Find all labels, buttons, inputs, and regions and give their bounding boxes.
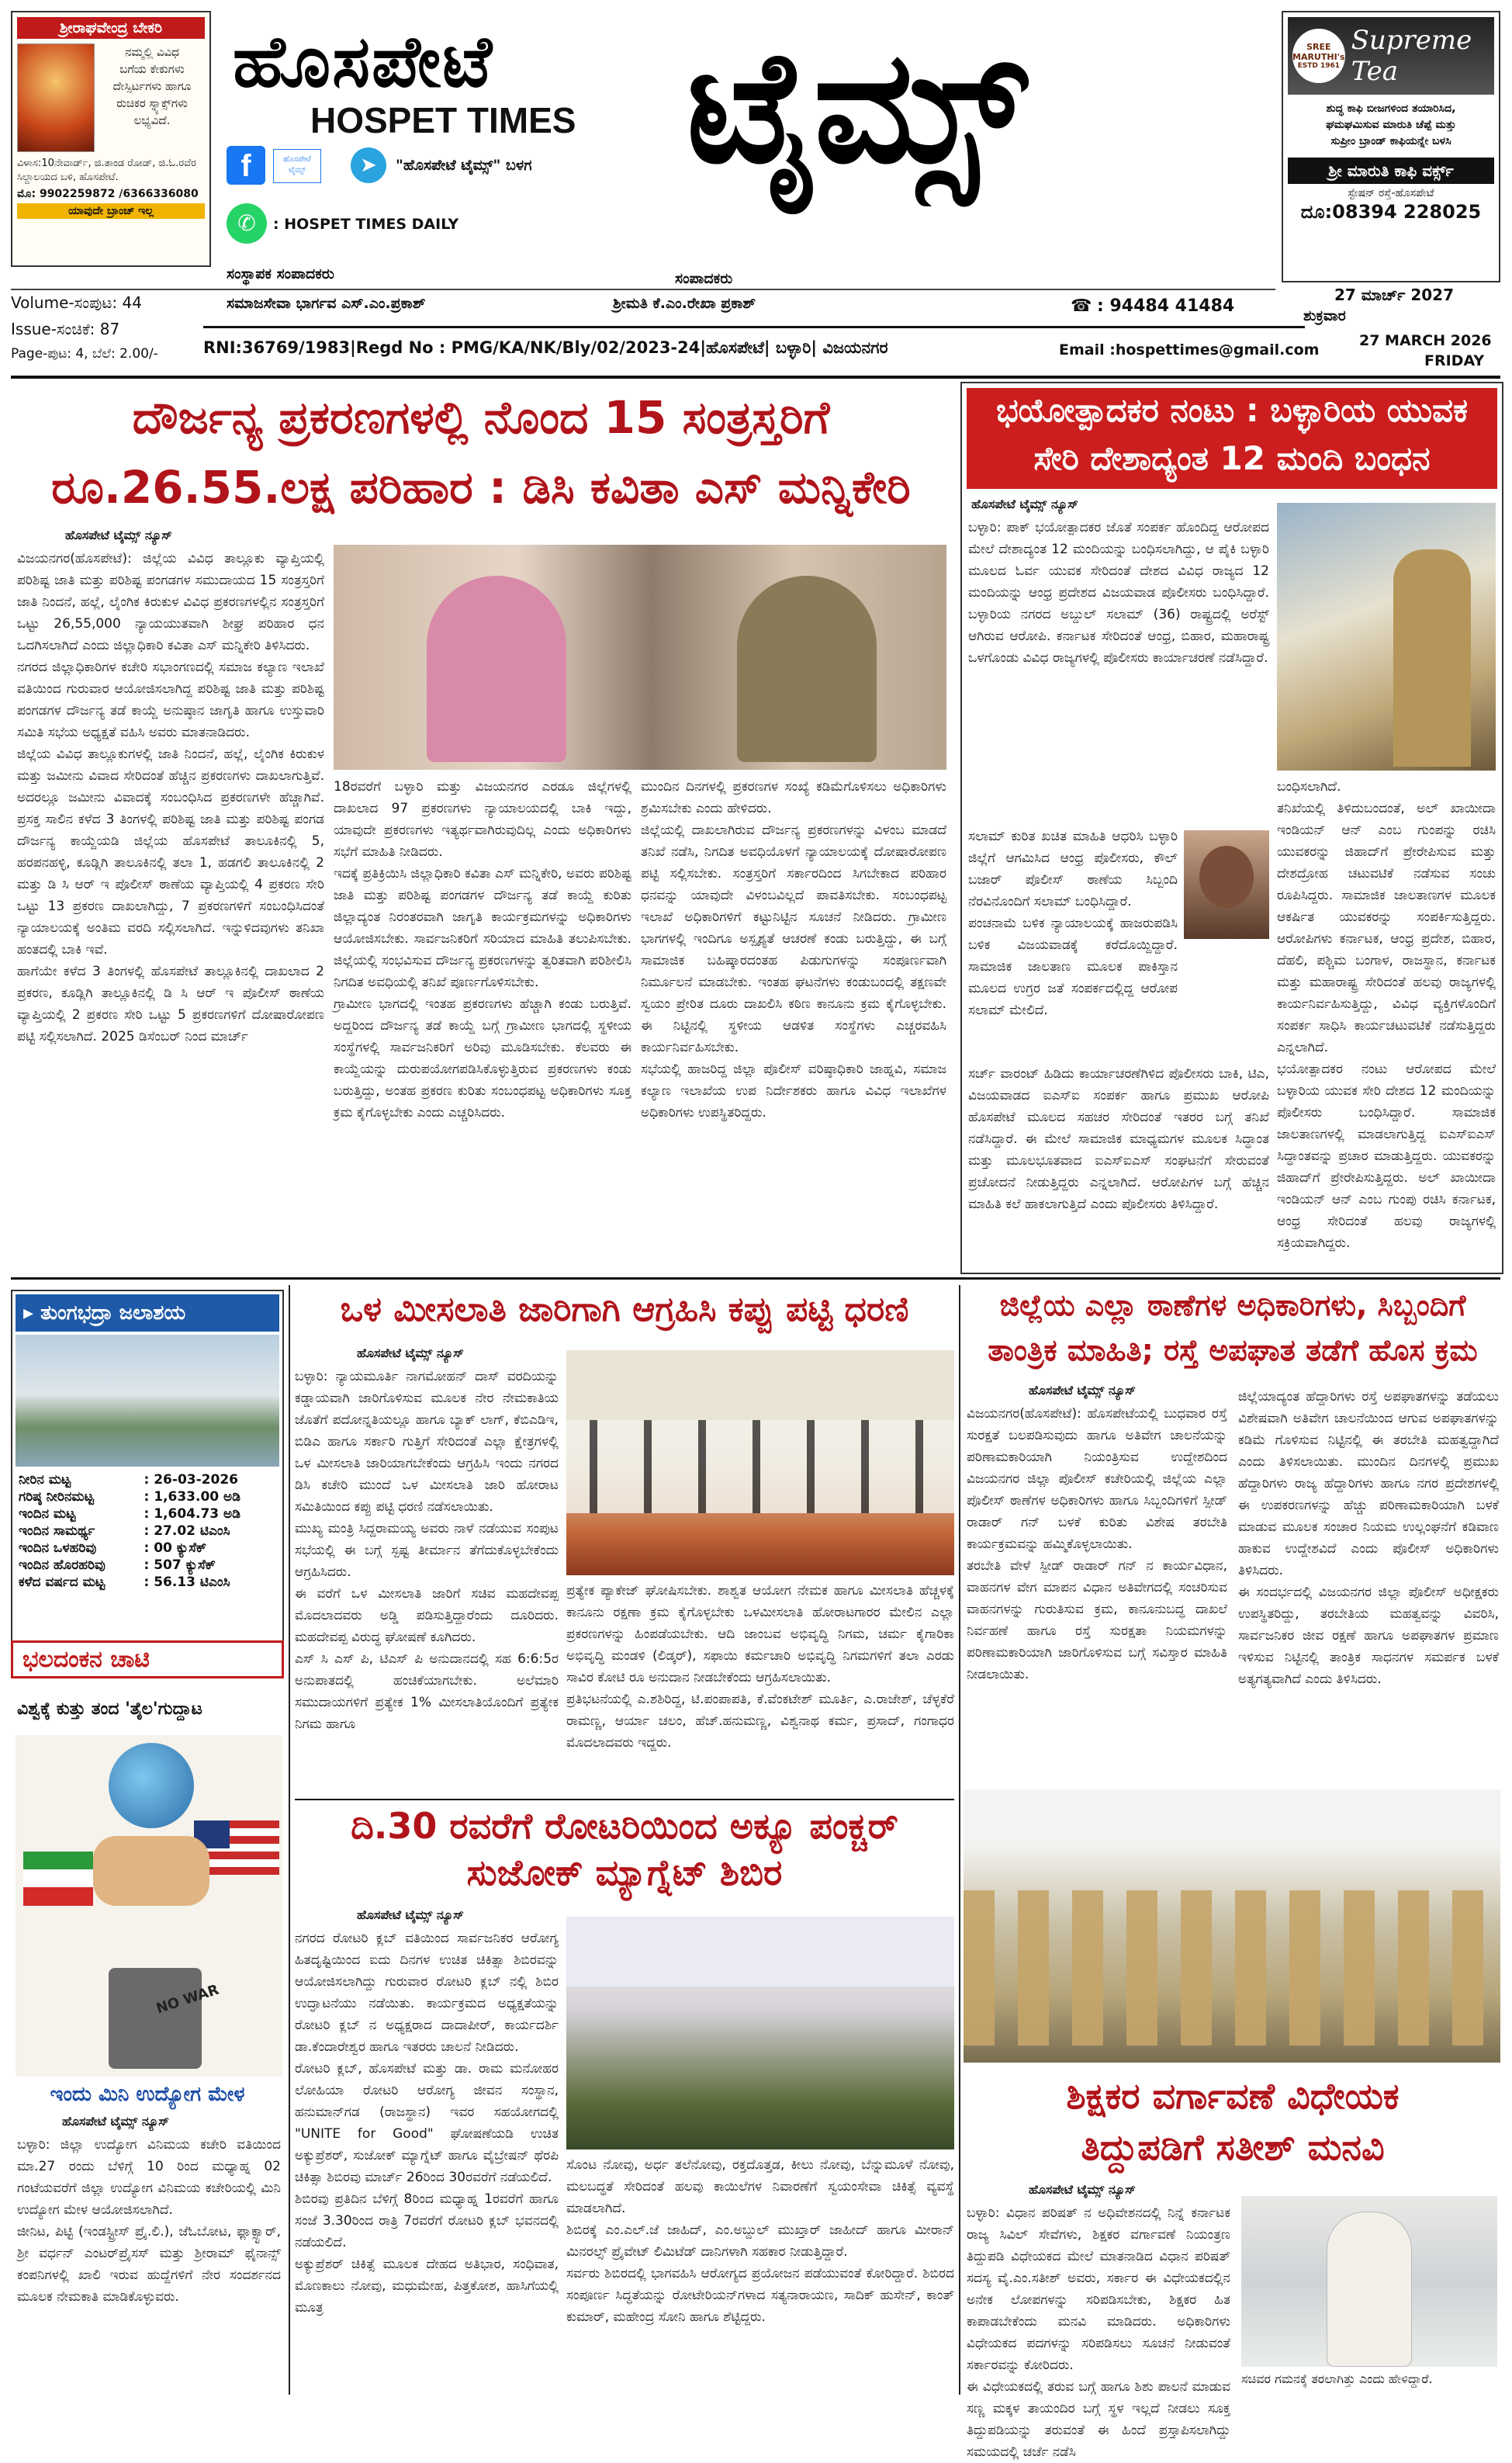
- jobs-headline: ಇಂದು ಮಿನಿ ಉದ್ಯೋಗ ಮೇಳ: [50, 2083, 245, 2106]
- police-photo: [964, 1789, 1500, 2063]
- teacher-photo: [1241, 2196, 1497, 2367]
- ad-left-line: ದೇಸ್ಸಿರ್ಟಗಳು ಹಾಗೂ: [112, 79, 192, 93]
- protest-photo: [566, 1350, 954, 1575]
- ad-left: [11, 11, 211, 267]
- police-column-2: ಜಿಲ್ಲೆಯಾದ್ಯಂತ ಹೆದ್ದಾರಿಗಳು ರಸ್ತೆ ಅಪಘಾತಗಳನ್ನು ತಡೆಯಲು ವಿಶೇಷವಾಗಿ ಅತಿವೇಗ ಚಾಲನೆಯಿಂದ ಆಗುವ ಅಪಘಾತಗಳನ್ನು ಕಡಿಮೆ ಗೊಳಿಸುವ ನಿಟ್ಟಿನಲ್ಲಿ ಈ ತರಬೇತಿ ಮಹತ್ವದ್ದಾಗಿದೆ ಎಂದು ತಿಳಿಸಲಾಯಿತು. ಮುಂದಿನ ದಿನಗಳಲ್ಲಿ ಪ್ರಮುಖ ಹೆದ್ದಾರಿಗಳು ರಾಜ್ಯ ಹೆದ್ದಾರಿಗಳು ಹಾಗೂ ನಗರ ಪ್ರದೇಶಗಳಲ್ಲಿ ಈ ಉಪಕರಣಗಳನ್ನು ಹೆಚ್ಚು ಪರಿಣಾಮಕಾರಿಯಾಗಿ ಬಳಕೆ ಮಾಡುವ ಮೂಲಕ ಸಂಚಾರ ನಿಯಮ ಉಲ್ಲಂಘನೆಗೆ ಕಡಿವಾಣ ಹಾಕುವ ಉದ್ದೇಶವಿದೆ ಎಂದು ಪೊಲೀಸ್ ಅಧಿಕಾರಿಗಳು ತಿಳಿಸಿದರು. ಈ ಸಂದರ್ಭದಲ್ಲಿ ವಿಜಯನಗರ ಜಿಲ್ಲಾ ಪೊಲೀಸ್ ಅಧೀಕ್ಷಕರು ಉಪಸ್ಥಿತರಿದ್ದು, ತರಬೇತಿಯ ಮಹತ್ವವನ್ನು ವಿವರಿಸಿ, ಸಾರ್ವಜನಿಕರ ಜೀವ ರಕ್ಷಣೆ ಹಾಗೂ ಅಪಘಾತಗಳ ಪ್ರಮಾಣ ಇಳಿಸುವ ನಿಟ್ಟಿನಲ್ಲಿ ತಾಂತ್ರಿಕ ಸಾಧನಗಳ ಸಮರ್ಪಕ ಬಳಕೆ ಅತ್ಯಗತ್ಯವಾಗಿದೆ ಎಂದು ತಿಳಿಸಿದರು.: [1238, 1389, 1499, 1687]
- ad-left-photo: [17, 43, 95, 152]
- ad-right-line: ಸುಪ್ರೀಂ ಬ್ರಾಂಡ್ ಕಾಫಿಯನ್ನೇ ಬಳಸಿ: [1330, 135, 1451, 147]
- dam-title-bar: [16, 1294, 279, 1332]
- dam-row-label: ಇಂದಿನ ಹೊರಹರಿವು: [19, 1557, 106, 1573]
- phone-icon: ☎: [1071, 296, 1092, 316]
- story2-byline: ಹೊಸಪೇಟೆ ಟೈಮ್ಸ್ ನ್ಯೂಸ್: [971, 497, 1078, 511]
- volume-info: Volume-ಸಂಪುಟ: 44: [11, 293, 142, 312]
- teacher-headline-1: ಶಿಕ್ಷಕರ ವರ್ಗಾವಣೆ ವಿಧೇಯಕ: [1066, 2075, 1400, 2117]
- founder-title: ಸಂಸ್ಥಾಪಕ ಸಂಪಾದಕರು: [227, 265, 334, 282]
- story2-column-1a: ಬಳ್ಳಾರಿ: ಪಾಕ್ ಭಯೋತ್ಪಾದಕರ ಜೊತೆ ಸಂಪರ್ಕ ಹೊಂದಿದ್ದ ಆರೋಪದ ಮೇಲೆ ದೇಶಾದ್ಯಂತ 12 ಮಂದಿಯನ್ನು ಬಂಧಿಸಲಾಗಿದ್ದು, ಆ ಪೈಕಿ ಬಳ್ಳಾರಿ ಮೂಲದ ಓರ್ವ ಯುವಕ ಸೇರಿದಂತೆ ದೇಶದ ವಿವಿಧ ರಾಜ್ಯದ 12 ಮಂದಿಯನ್ನು ಆಂಧ್ರ ಪ್ರದೇಶದ ವಿಜಯವಾಡ ಪೊಲೀಸರು ಬಂಧಿಸಿದ್ದಾರೆ. ಬಳ್ಳಾರಿಯ ನಗರದ ಅಬ್ದುಲ್ ಸಲಾಮ್ (36) ರಾಷ್ಟ್ರದಲ್ಲಿ ಅರೆಸ್ಟ್ ಆಗಿರುವ ಆರೋಪಿ. ಕರ್ನಾಟಕ ಸೇರಿದಂತೆ ಆಂಧ್ರ, ಬಿಹಾರ, ಮಹಾರಾಷ್ಟ್ರ ಒಳಗೊಂಡು ವಿವಿಧ ರಾಜ್ಯಗಳಲ್ಲಿ ಪೊಲೀಸರು ಕಾರ್ಯಾಚರಣೆ ನಡೆಸಿದ್ದಾರೆ.: [968, 520, 1269, 666]
- police-headline-1: ಜಿಲ್ಲೆಯ ಎಲ್ಲಾ ಠಾಣೆಗಳ ಅಧಿಕಾರಿಗಳು, ಸಿಬ್ಬಂದಿಗೆ: [999, 1288, 1466, 1322]
- no-war-sign: NO WAR: [154, 1981, 221, 2018]
- story2-column-2: ಬಂಧಿಸಲಾಗಿದೆ. ತನಿಖೆಯಲ್ಲಿ ತಿಳಿದುಬಂದಂತೆ, ಅಲ್ ಖಾಯೀದಾ ಇಂಡಿಯನ್ ಆನ್ ಎಂಬ ಗುಂಪನ್ನು ರಚಿಸಿ ಯುವಕರನ್ನು ಜಿಹಾದ್‌ಗೆ ಪ್ರೇರೇಪಿಸುವ ಮತ್ತು ದೇಶದ್ರೋಹ ಚಟುವಟಿಕೆ ನಡೆಸುವ ಸಂಚು ರೂಪಿಸಿದ್ದರು. ಸಾಮಾಜಿಕ ಜಾಲತಾಣಗಳ ಮೂಲಕ ಆಕರ್ಷಿತ ಯುವಕರನ್ನು ಸಂಪರ್ಕಿಸುತ್ತಿದ್ದರು. ಆರೋಪಿಗಳು ಕರ್ನಾಟಕ, ಆಂಧ್ರ ಪ್ರದೇಶ, ಬಿಹಾರ, ದೆಹಲಿ, ಪಶ್ಚಿಮ ಬಂಗಾಳ, ರಾಜಸ್ಥಾನ, ಕರ್ನಾಟಕ ಮತ್ತು ಮಹಾರಾಷ್ಟ್ರ ಸೇರಿದಂತೆ ಹಲವು ರಾಜ್ಯಗಳಲ್ಲಿ ಕಾರ್ಯನಿರ್ವಹಿಸುತ್ತಿದ್ದು, ವಿವಿಧ ವ್ಯಕ್ತಿಗಳೊಂದಿಗೆ ಸಂಪರ್ಕ ಸಾಧಿಸಿ ಕಾರ್ಯಚಟುವಟಿಕೆ ನಡೆಸುತ್ತಿದ್ದರು ಎನ್ನಲಾಗಿದೆ. ಭಯೋತ್ಪಾದಕರ ನಂಟು ಆರೋಪದ ಮೇಲೆ ಬಳ್ಳಾರಿಯ ಯುವಕ ಸೇರಿ ದೇಶದ 12 ಮಂದಿಯನ್ನು ಪೊಲೀಸರು ಬಂಧಿಸಿದ್ದಾರೆ. ಸಾಮಾಜಿಕ ಜಾಲತಾಣಗಳಲ್ಲಿ ಮಾಡಲಾಗುತ್ತಿದ್ದ ಐಎಸ್ಐಎಸ್ ಸಿದ್ಧಾಂತವನ್ನು ಪ್ರಚಾರ ಮಾಡುತ್ತಿದ್ದರು. ಯುವಕರನ್ನು ಜಿಹಾದ್‌ಗೆ ಪ್ರೇರೇಪಿಸುತ್ತಿದ್ದರು. ಅಲ್ ಖಾಯೀದಾ ಇಂಡಿಯನ್ ಆನ್ ಎಂಬ ಗುಂಪು ರಚಿಸಿ ಕರ್ನಾಟಕ, ಆಂಧ್ರ ಸೇರಿದಂತೆ ಹಲವು ರಾಜ್ಯಗಳಲ್ಲಿ ಸಕ್ರಿಯವಾಗಿದ್ದರು.: [1277, 779, 1496, 1251]
- ad-left-address: ವಿಳಾಸ:10ನೇವಾರ್ಡ್, ಜಿ.ತಾಂಡ ರೋಡ್, ಜಿ.ಓ.ರವೆರ ಸಿಲ್ದಾಲಯದ ಬಳಿ, ಹೊಸಪೇಟೆ.: [17, 158, 196, 183]
- dam-row: [16, 1505, 279, 1522]
- teacher-photo-caption: ಸಚಿವರ ಗಮನಕ್ಕೆ ತರಲಾಗಿತ್ತು ಎಂದು ಹೇಳಿದ್ದಾರೆ.: [1241, 2371, 1433, 2386]
- jobs-text: ಬಳ್ಳಾರಿ: ಜಿಲ್ಲಾ ಉದ್ಯೋಗ ವಿನಿಮಯ ಕಚೇರಿ ವತಿಯಿಂದ ಮಾ.27 ರಂದು ಬೆಳಿಗ್ಗೆ 10 ರಿಂದ ಮಧ್ಯಾಹ್ನ 02 ಗಂಟೆಯವರೆಗೆ ಜಿಲ್ಲಾ ಉದ್ಯೋಗ ವಿನಿಮಯ ಕಚೇರಿಯಲ್ಲಿ ಮಿನಿ ಉದ್ಯೋಗ ಮೇಳ ಆಯೋಜಿಸಲಾಗಿದೆ. ಜೀನಿಟ, ಪಿಟ್ಟಿ (ಇಂಡಸ್ಟ್ರೀಸ್ ಪ್ರೈ.ಲಿ.), ಜೆಓಬೋಟ, ಫ್ಲಾಕ್ಸ್ಟಾರ್, ಶ್ರೀ ವರ್ಧನ್ ಎಂಟರ್‌ಪ್ರೈಸಸ್ ಮತ್ತು ಶ್ರೀರಾಮ್ ಫೈನಾನ್ಸ್ ಕಂಪನಿಗಳಲ್ಲಿ ಖಾಲಿ ಇರುವ ಹುದ್ದೆಗಳಿಗೆ ನೇರ ಸಂದರ್ಶನದ ಮೂಲಕ ನೇಮಕಾತಿ ಮಾಡಿಕೊಳ್ಳುವರು.: [17, 2137, 281, 2305]
- story2-column-1c: ಸರ್ಚ್ ವಾರಂಟ್ ಹಿಡಿದು ಕಾರ್ಯಾಚರಣೆಗಿಳಿದ ಪೊಲೀಸರು ಬಾಕಿ, ಟಿಎ, ವಿಜಯವಾಡದ ಐಎಸ್ಐ ಸಂಪರ್ಕ ಹಾಗೂ ಪ್ರಮುಖ ಆರೋಪಿ ಹೊಸಪೇಟೆ ಮೂಲದ ಸಹಚರ ಸೇರಿದಂತೆ ಇತರರ ಬಗ್ಗೆ ತನಿಖೆ ನಡೆಸಿದ್ದಾರೆ. ಈ ಮೇಲೆ ಸಾಮಾಜಿಕ ಮಾಧ್ಯಮಗಳ ಮೂಲಕ ಸಿದ್ಧಾಂತ ಮತ್ತು ಮೂಲಭೂತವಾದ ಐಎಸ್ಐಎಸ್ ಸಂಘಟನೆಗೆ ಸೇರುವಂತೆ ಪ್ರಚೋದನೆ ನೀಡುತ್ತಿದ್ದರು ಎನ್ನಲಾಗಿದೆ. ಆರೋಪಿಗಳ ಬಗ್ಗೆ ಹೆಚ್ಚಿನ ಮಾಹಿತಿ ಕಲೆ ಹಾಕಲಾಗುತ್ತಿದೆ ಎಂದು ಪೊಲೀಸರು ತಿಳಿಸಿದ್ದಾರೆ.: [968, 1066, 1269, 1212]
- dam-row: [16, 1488, 279, 1505]
- masthead-rule: [203, 326, 1305, 328]
- teacher-text: ಬಳ್ಳಾರಿ: ವಿಧಾನ ಪರಿಷತ್ ನ ಅಧಿವೇಶನದಲ್ಲಿ ನಿನ್ನೆ ಕರ್ನಾಟಕ ರಾಜ್ಯ ಸಿವಿಲ್ ಸೇವೆಗಳು, ಶಿಕ್ಷಕರ ವರ್ಗಾವಣೆ ನಿಯಂತ್ರಣ ತಿದ್ದುಪಡಿ ವಿಧೇಯಕದ ಮೇಲೆ ಮಾತನಾಡಿದ ವಿಧಾನ ಪರಿಷತ್ ಸದಸ್ಯ ವೈ.ಎಂ.ಸತೀಶ್ ಅವರು, ಸರ್ಕಾರ ಈ ವಿಧೇಯಕದಲ್ಲಿನ ಅನೇಕ ಲೋಪಗಳನ್ನು ಸರಿಪಡಿಸಬೇಕು, ಶಿಕ್ಷಕರ ಹಿತ ಕಾಪಾಡಬೇಕೆಂದು ಮನವಿ ಮಾಡಿದರು. ಅಧಿಕಾರಿಗಳು ವಿಧೇಯಕದ ಪದಗಳನ್ನು ಸರಿಪಡಿಸಲು ಸೂಚನೆ ನೀಡುವಂತೆ ಸರ್ಕಾರವನ್ನು ಕೋರಿದರು. ಈ ವಿಧೇಯಕದಲ್ಲಿ ತರುವ ಬಗ್ಗೆ ಹಾಗೂ ಶಿಶು ಪಾಲನೆ ಮಾಡುವ ಸಣ್ಣ ಮಕ್ಕಳ ತಾಯಂದಿರ ಬಗ್ಗೆ ಸ್ಥಳ ಇಲ್ಲದೆ ನೀಡಲು ಸೂಕ್ತ ತಿದ್ದುಪಡಿಯನ್ನು ತರುವಂತೆ ಈ ಹಿಂದೆ ಪ್ರಸ್ತಾಪಿಸಲಾಗಿದ್ದು ಸಮಯದಲ್ಲಿ ಚರ್ಚೆ ನಡೆಸಿ: [967, 2205, 1230, 2460]
- story1-byline: ಹೊಸಪೇಟೆ ಟೈಮ್ಸ್ ನ್ಯೂಸ್: [65, 528, 172, 542]
- ad-right: [1282, 11, 1500, 282]
- dam-row: [16, 1557, 279, 1574]
- ad-right-address: ಸ್ಟೇಷನ್ ರಸ್ತೆ-ಹೊಸಪೇಟೆ: [1348, 187, 1434, 199]
- dam-row-label: ಕಳೆದ ವರ್ಷದ ಮಟ್ಟ: [19, 1574, 106, 1590]
- phone-number: : 94484 41484: [1097, 296, 1235, 316]
- rotary-headline-1: ದಿ.30 ರವರೆಗೆ ರೋಟರಿಯಿಂದ ಅಕ್ಯೂ ಪಂಕ್ಚರ್: [351, 1805, 898, 1847]
- dam-row-value: : 1,633.00 ಅಡಿ: [144, 1489, 240, 1505]
- dam-row-value: : 26-03-2026: [144, 1472, 238, 1488]
- person-icon: [427, 576, 566, 762]
- editor-title: ಸಂಪಾದಕರು: [675, 270, 733, 287]
- ad-left-line: ರುಚಿಕರ ಸ್ನ್ಯಾಕ್ಸ್‌ಗಳು ಲಭ್ಯವಿದೆ.: [116, 96, 188, 127]
- handshake-icon: [93, 1836, 209, 1906]
- cartoon-title: ಭಲದಂಕನ ಚಾಟಿ: [11, 1640, 284, 1678]
- dam-row-label: ಇಂದಿನ ಮಟ್ಟ: [19, 1506, 76, 1522]
- issue-info: Issue-ಸಂಚಿಕೆ: 87: [11, 320, 120, 338]
- crowd-shape: [566, 1420, 954, 1513]
- rotary-headline-2: ಸುಜೋಕ್ ಮ್ಯಾಗ್ನೆಟ್ ಶಿಬಿರ: [466, 1852, 783, 1893]
- globe-icon: [109, 1743, 194, 1828]
- dam-row-value: : 1,604.73 ಅಡಿ: [144, 1506, 240, 1522]
- dam-row-value: : 507 ಕ್ಯುಸೆಕ್: [144, 1557, 216, 1573]
- rotary-photo: [566, 1917, 954, 2149]
- story1-column-2: 18ರವರೆಗೆ ಬಳ್ಳಾರಿ ಮತ್ತು ವಿಜಯನಗರ ಎರಡೂ ಜಿಲ್ಲೆಗಳಲ್ಲಿ ದಾಖಲಾದ 97 ಪ್ರಕರಣಗಳು ನ್ಯಾಯಾಲಯದಲ್ಲಿ ಬಾಕಿ ಇದ್ದು, ಯಾವುದೇ ಪ್ರಕರಣಗಳು ಇತ್ಯರ್ಥವಾಗಿರುವುದಿಲ್ಲ ಎಂದು ಅಧಿಕಾರಿಗಳು ಸಭೆಗೆ ಮಾಹಿತಿ ನೀಡಿದರು. ಇದಕ್ಕೆ ಪ್ರತಿಕ್ರಿಯಿಸಿ ಜಿಲ್ಲಾಧಿಕಾರಿ ಕವಿತಾ ಎಸ್ ಮನ್ನಿಕೇರಿ, ಅವರು ಪರಿಶಿಷ್ಟ ಜಾತಿ ಮತ್ತು ಪರಿಶಿಷ್ಟ ಪಂಗಡಗಳ ದೌರ್ಜನ್ಯ ತಡೆ ಕಾಯ್ದೆ ಕುರಿತು ಜಿಲ್ಲಾದ್ಯಂತ ನಿರಂತರವಾಗಿ ಜಾಗೃತಿ ಕಾರ್ಯಕ್ರಮಗಳನ್ನು ಅಧಿಕಾರಿಗಳು ಆಯೋಜಿಸಬೇಕು. ಸಾರ್ವಜನಿಕರಿಗೆ ಸರಿಯಾದ ಮಾಹಿತಿ ತಲುಪಿಸಬೇಕು. ಜಿಲ್ಲೆಯಲ್ಲಿ ಸಂಭವಿಸುವ ದೌರ್ಜನ್ಯ ಪ್ರಕರಣಗಳನ್ನು ತ್ವರಿತವಾಗಿ ಪರಿಶೀಲಿಸಿ ನಿಗದಿತ ಅವಧಿಯಲ್ಲಿ ತನಿಖೆ ಪೂರ್ಣಗೊಳಿಸಬೇಕು. ಗ್ರಾಮೀಣ ಭಾಗದಲ್ಲಿ ಇಂತಹ ಪ್ರಕರಣಗಳು ಹೆಚ್ಚಾಗಿ ಕಂಡು ಬರುತ್ತಿವೆ. ಅದ್ದರಿಂದ ದೌರ್ಜನ್ಯ ತಡೆ ಕಾಯ್ದೆ ಬಗ್ಗೆ ಗ್ರಾಮೀಣ ಭಾಗದಲ್ಲಿ ಸ್ಥಳೀಯ ಸಂಸ್ಥೆಗಳಲ್ಲಿ ಸಾರ್ವಜನಿಕರಿಗೆ ಅರಿವು ಮೂಡಿಸಬೇಕು. ಕೆಲವರು ಈ ಕಾಯ್ದೆಯನ್ನು ದುರುಪಯೋಗಪಡಿಸಿಕೊಳ್ಳುತ್ತಿರುವ ಪ್ರಕರಣಗಳು ಕಂಡು ಬರುತ್ತಿದ್ದು, ಅಂತಹ ಪ್ರಕರಣ ಕುರಿತು ಸಂಬಂಧಪಟ್ಟ ಅಧಿಕಾರಿಗಳು ಸೂಕ್ತ ಕ್ರಮ ಕೈಗೊಳ್ಳಬೇಕು ಎಂದು ಎಚ್ಚರಿಸಿದರು.: [334, 779, 631, 1121]
- dam-row: [16, 1522, 279, 1540]
- column-rule: [959, 1285, 960, 2395]
- ad-left-line: ನಮ್ಮಲ್ಲಿ ವಿವಿಧ: [125, 45, 179, 59]
- cartoon-caption: ವಿಶ್ವಕ್ಕೆ ಕುತ್ತು ತಂದ 'ತೈಲ'ಗುದ್ದಾಟ: [17, 1699, 202, 1719]
- whatsapp-label: : HOSPET TIMES DAILY: [273, 216, 459, 233]
- story2-police-photo: [1277, 503, 1496, 771]
- banner-shape: [566, 1917, 954, 1987]
- editor-name: ಶ್ರೀಮತಿ ಕೆ.ಎಂ.ರೇಖಾ ಪ್ರಕಾಶ್: [613, 295, 756, 312]
- person-icon: [737, 576, 877, 762]
- ad-right-phone: ದೂ:08394 228025: [1300, 201, 1482, 223]
- dam-photo: [16, 1335, 279, 1467]
- ad-right-brand: SREE MARUTHI's: [1292, 42, 1345, 62]
- story1-column-1: ವಿಜಯನಗರ(ಹೊಸಪೇಟೆ): ಜಿಲ್ಲೆಯ ವಿವಿಧ ತಾಲ್ಲೂಕು ವ್ಯಾಪ್ತಿಯಲ್ಲಿ ಪರಿಶಿಷ್ಟ ಜಾತಿ ಮತ್ತು ಪರಿಶಿಷ್ಟ ಪಂಗಡಗಳ ಸಮುದಾಯದ 15 ಸಂತ್ರಸ್ತರಿಗೆ ಜಾತಿ ನಿಂದನೆ, ಹಲ್ಲೆ, ಲೈಂಗಿಕ ಕಿರುಕುಳ ವಿವಿಧ ಪ್ರಕರಣಗಳಲ್ಲಿನ ಸಂತ್ರಸ್ತರಿಗೆ ಒಟ್ಟು 26,55,000 ನ್ಯಾಯಯುತವಾಗಿ ಶೀಘ್ರ ಪರಿಹಾರ ಧನ ಒದಗಿಸಲಾಗಿದೆ ಎಂದು ಜಿಲ್ಲಾಧಿಕಾರಿ ಕವಿತಾ ಎಸ್ ಮನ್ನಿಕೇರಿ ತಿಳಿಸಿದರು. ನಗರದ ಜಿಲ್ಲಾಧಿಕಾರಿಗಳ ಕಚೇರಿ ಸಭಾಂಗಣದಲ್ಲಿ ಸಮಾಜ ಕಲ್ಯಾಣ ಇಲಾಖೆ ವತಿಯಿಂದ ಗುರುವಾರ ಆಯೋಜಿಸಲಾಗಿದ್ದ ಪರಿಶಿಷ್ಟ ಜಾತಿ ಮತ್ತು ಪರಿಶಿಷ್ಟ ಪಂಗಡಗಳ ದೌರ್ಜನ್ಯ ತಡೆ ಕಾಯ್ದೆ ಅನುಷ್ಠಾನ ಜಾಗೃತಿ ಹಾಗೂ ಉಸ್ತುವಾರಿ ಸಮಿತಿ ಸಭೆಯ ಅಧ್ಯಕ್ಷತೆ ವಹಿಸಿ ಅವರು ಮಾತನಾಡಿದರು. ಜಿಲ್ಲೆಯ ವಿವಿಧ ತಾಲ್ಲೂಕುಗಳಲ್ಲಿ ಜಾತಿ ನಿಂದನೆ, ಹಲ್ಲೆ, ಲೈಂಗಿಕ ಕಿರುಕುಳ ಮತ್ತು ಜಮೀನು ವಿವಾದ ಸೇರಿದಂತೆ ಹೆಚ್ಚಿನ ಪ್ರಕರಣಗಳು ದಾಖಲಾಗುತ್ತಿವೆ. ಅದರಲ್ಲೂ ಜಮೀನು ವಿವಾದಕ್ಕೆ ಸಂಬಂಧಿಸಿದ ಪ್ರಕರಣಗಳೇ ಹೆಚ್ಚಾಗಿವೆ. ಪ್ರಸಕ್ತ ಸಾಲಿನ ಕಳೆದ 3 ತಿಂಗಳಲ್ಲಿ ಪರಿಶಿಷ್ಟ ಜಾತಿ ಮತ್ತು ಪರಿಶಿಷ್ಟ ಪಂಗಡ ದೌರ್ಜನ್ಯ ಕಾಯ್ದೆಯಡಿ ಜಿಲ್ಲೆಯ ಹೊಸಪೇಟೆ ತಾಲೂಕಿನಲ್ಲಿ 5, ಹರಪನಹಳ್ಳಿ, ಕೂಡ್ಲಿಗಿ ತಾಲೂಕಿನಲ್ಲಿ ತಲಾ 1, ಹಡಗಲಿ ತಾಲೂಕಿನಲ್ಲಿ 2 ಮತ್ತು ಡಿ ಸಿ ಆರ್ ಇ ಪೊಲೀಸ್ ಠಾಣೆಯ ವ್ಯಾಪ್ತಿಯಲ್ಲಿ 4 ಪ್ರಕರಣ ಸೇರಿ ಒಟ್ಟು 13 ಪ್ರಕರಣ ದಾಖಲಾಗಿದ್ದು, 7 ಪ್ರಕರಣಗಳಿಗೆ ಸಂಬಂಧಿಸಿದಂತೆ ನ್ಯಾಯಾಲಯಕ್ಕೆ ಅಂತಿಮ ವರದಿ ಸಲ್ಲಿಸಲಾಗಿದೆ. ಇನ್ನುಳಿದವುಗಳು ತನಿಖಾ ಹಂತದಲ್ಲಿ ಬಾಕಿ ಇವೆ. ಹಾಗೆಯೇ ಕಳೆದ 3 ತಿಂಗಳಲ್ಲಿ ಹೊಸಪೇಟೆ ತಾಲ್ಲೂಕಿನಲ್ಲಿ ದಾಖಲಾದ 2 ಪ್ರಕರಣ, ಕೂಡ್ಲಿಗಿ ತಾಲ್ಲೂಕಿನಲ್ಲಿ ಡಿ ಸಿ ಆರ್ ಇ ಪೊಲೀಸ್ ಠಾಣೆಯ ವ್ಯಾಪ್ತಿಯಲ್ಲಿ 2 ಪ್ರಕರಣ ಸೇರಿ ಒಟ್ಟು 5 ಪ್ರಕರಣಗಳಿಗೆ ದೋಷಾರೋಪಣ ಪಟ್ಟಿ ಸಲ್ಲಿಸಲಾಗಿದೆ. 2025 ಡಿಸೆಂಬರ್ ನಿಂದ ಮಾರ್ಚ್: [17, 551, 324, 1044]
- dam-row: [16, 1471, 279, 1488]
- protest-byline: ಹೊಸಪೇಟೆ ಟೈಮ್ಸ್ ನ್ಯೂಸ್: [357, 1346, 464, 1360]
- founder-name: ಸಮಾಜಸೇವಾ ಭಾರ್ಗವ ಎಸ್.ಎಂ.ಪ್ರಕಾಶ್: [227, 295, 426, 312]
- story2-column-1b: ಸಲಾಮ್ ಕುರಿತ ಖಚಿತ ಮಾಹಿತಿ ಆಧರಿಸಿ ಬಳ್ಳಾರಿ ಜಿಲ್ಲೆಗೆ ಆಗಮಿಸಿದ ಆಂಧ್ರ ಪೊಲೀಸರು, ಕೌಲ್ ಬಜಾರ್ ಪೊಲೀಸ್ ಠಾಣೆಯ ಸಿಬ್ಬಂದಿ ನೆರವಿನೊಂದಿಗೆ ಸಲಾಮ್ ಬಂಧಿಸಿದ್ದಾರೆ. ಪಂಚನಾಮೆ ಬಳಿಕ ನ್ಯಾಯಾಲಯಕ್ಕೆ ಹಾಜರುಪಡಿಸಿ ಬಳಿಕ ವಿಜಯವಾಡಕ್ಕೆ ಕರೆದೊಯ್ದಿದ್ದಾರೆ. ಸಾಮಾಜಿಕ ಜಾಲತಾಣ ಮೂಲಕ ಪಾಕಿಸ್ತಾನ ಮೂಲದ ಉಗ್ರರ ಜತೆ ಸಂಪರ್ಕದಲ್ಲಿದ್ದ ಆರೋಪ ಸಲಾಮ್ ಮೇಲಿದೆ.: [968, 829, 1178, 1018]
- iran-flag-icon: [23, 1852, 93, 1906]
- section-rule: [295, 1799, 954, 1800]
- day-kannada: ಶುಕ್ರವಾರ: [1303, 307, 1346, 324]
- dam-row: [16, 1540, 279, 1557]
- facebook-icon[interactable]: f: [227, 146, 265, 185]
- person-icon: [1327, 2212, 1412, 2367]
- face-icon: [1199, 846, 1254, 908]
- ad-right-line: ಶುದ್ಧ ಕಾಫಿ ಬೀಜಗಳಿಂದ ತಯಾರಿಸಿದ,: [1326, 102, 1456, 115]
- protest-column-1: ಬಳ್ಳಾರಿ: ನ್ಯಾಯಮೂರ್ತಿ ನಾಗಮೋಹನ್ ದಾಸ್ ವರದಿಯನ್ನು ಕಡ್ಡಾಯವಾಗಿ ಜಾರಿಗೊಳಿಸುವ ಮೂಲಕ ನೇರ ನೇಮಕಾತಿಯ ಜೊತೆಗೆ ಪದೋನ್ನತಿಯಲ್ಲೂ ಹಾಗೂ ಬ್ಯಾಕ್ ಲಾಗ್, ಕೆಬಿಎಡಿಇ, ಬಿಡಿಎ ಹಾಗೂ ಸರ್ಕಾರಿ ಗುತ್ತಿಗೆ ಸೇರಿದಂತೆ ಎಲ್ಲಾ ಕ್ಷೇತ್ರಗಳಲ್ಲಿ ಒಳ ಮೀಸಲಾತಿ ಜಾರಿಯಾಗಬೇಕೆಂದು ಆಗ್ರಹಿಸಿ ಇಂದು ನಗರದ ಡಿಸಿ ಕಚೇರಿ ಮುಂದೆ ಒಳ ಮೀಸಲಾತಿ ಜಾರಿ ಹೋರಾಟ ಸಮಿತಿಯಿಂದ ಕಪ್ಪು ಪಟ್ಟಿ ಧರಣಿ ನಡೆಸಲಾಯಿತು. ಮುಖ್ಯ ಮಂತ್ರಿ ಸಿದ್ದರಾಮಯ್ಯ ಅವರು ನಾಳೆ ನಡೆಯುವ ಸಂಪುಟ ಸಭೆಯಲ್ಲಿ ಈ ಬಗ್ಗೆ ಸ್ಪಷ್ಟ ತೀರ್ಮಾನ ತೆಗೆದುಕೊಳ್ಳಬೇಕೆಂದು ಆಗ್ರಹಿಸಿದರು. ಈ ವರೆಗೆ ಒಳ ಮೀಸಲಾತಿ ಜಾರಿಗೆ ಸಚಿವ ಮಹದೇವಪ್ಪ ಮೊದಲಾದವರು ಅಡ್ಡಿ ಪಡಿಸುತ್ತಿದ್ದಾರೆಂದು ದೂರಿದರು. ಮಹದೇವಪ್ಪ ವಿರುದ್ಧ ಘೋಷಣೆ ಕೂಗಿದರು. ಎಸ್ ಸಿ ಎಸ್ ಪಿ, ಟಿಎಸ್ ಪಿ ಅನುದಾನದಲ್ಲಿ ಸಹ 6:6:5ರ ಅನುಪಾತದಲ್ಲಿ ಹಂಚಿಕೆಯಾಗಬೇಕು. ಅಲೆಮಾರಿ ಸಮುದಾಯಗಳಿಗೆ ಪ್ರತ್ಯೇಕ 1% ಮೀಸಲಾತಿಯೊಂದಿಗೆ ಪ್ರತ್ಯೇಕ ನಿಗಮ ಹಾಗೂ: [295, 1369, 559, 1732]
- protest-headline: ಒಳ ಮೀಸಲಾತಿ ಜಾರಿಗಾಗಿ ಆಗ್ರಹಿಸಿ ಕಪ್ಪು ಪಟ್ಟಿ ಧರಣಿ: [340, 1290, 909, 1329]
- title-english: HOSPET TIMES: [310, 100, 576, 140]
- story2-headline-2: ಸೇರಿ ದೇಶಾದ್ಯಂತ 12 ಮಂದಿ ಬಂಧನ: [1033, 439, 1431, 477]
- column-rule: [289, 1285, 290, 2395]
- ad-left-phone: ಮೊ: 9902259872 /6366336080: [17, 188, 199, 200]
- rotary-column-2: ಸೊಂಟ ನೋವು, ಅರ್ಧ ತಲೆನೋವು, ರಕ್ತದೊತ್ತಡ, ಕೀಲು ನೋವು, ಬೆನ್ನುಮೂಳೆ ನೋವು, ಮಲಬದ್ಧತೆ ಸೇರಿದಂತೆ ಹಲವು ಕಾಯಿಲೆಗಳ ನಿವಾರಣೆಗೆ ಸ್ವಯಂಸೇವಾ ಚಿಕಿತ್ಸೆ ವ್ಯವಸ್ಥೆ ಮಾಡಲಾಗಿದೆ. ಶಿಬಿರಕ್ಕೆ ಎಂ.ಎಲ್.ಜೆ ಜಾಹಿದ್, ಎಂ.ಅಬ್ದುಲ್ ಮುಖ್ತಾರ್ ಜಾಹೀದ್ ಹಾಗೂ ಮೀರಾನ್ ಮಿನರಲ್ಸ್ ಪ್ರೈವೇಟ್ ಲಿಮಿಟೆಡ್ ದಾನಿಗಳಾಗಿ ಸಹಕಾರ ನೀಡುತ್ತಿದ್ದಾರೆ. ಸರ್ವರು ಶಿಬಿರದಲ್ಲಿ ಭಾಗವಹಿಸಿ ಆರೋಗ್ಯದ ಪ್ರಯೋಜನ ಪಡೆಯುವಂತೆ ಕೋರಿದ್ದಾರೆ. ಶಿಬಿರದ ಸಂಪೂರ್ಣ ಸಿದ್ಧತೆಯನ್ನು ರೋಟೇರಿಯನ್‌ಗಳಾದ ಸತ್ಯನಾರಾಯಣ, ಸಾದಿಕ್ ಹುಸೇನ್, ಕಾಂತ್ ಕುಮಾರ್, ಮಹೇಂದ್ರ ಸೋನಿ ಹಾಗೂ ಶೆಟ್ಟಿದ್ದರು.: [566, 2157, 954, 2325]
- ad-right-est: ESTD 1961: [1297, 62, 1340, 70]
- masthead-rule: [11, 289, 1275, 290]
- title-kannada-2: ಟೈಮ್ಸ್: [687, 17, 1030, 198]
- date-english: 27 MARCH 2026: [1359, 332, 1492, 349]
- whatsapp-icon[interactable]: ✆: [227, 203, 267, 244]
- rotary-byline: ಹೊಸಪೇಟೆ ಟೈಮ್ಸ್ ನ್ಯೂಸ್: [357, 1907, 464, 1922]
- dam-row-value: : 00 ಕ್ಯುಸೆಕ್: [144, 1540, 207, 1556]
- water-drop-icon: ▸: [23, 1301, 41, 1325]
- title-kannada-1: ಹೊಸಪೇಟೆ: [233, 20, 494, 103]
- dam-row-label: ಇಂದಿನ ಒಳಹರಿವು: [19, 1540, 97, 1556]
- telegram-label: "ಹೊಸಪೇಟೆ ಟೈಮ್ಸ್" ಬಳಗ: [396, 157, 532, 174]
- police-officer-icon: [1393, 549, 1471, 767]
- day-english: FRIDAY: [1424, 352, 1485, 369]
- rni-line: RNI:36769/1983|Regd No : PMG/KA/NK/Bly/02/2023-24|ಹೊಸಪೇಟೆ| ಬಳ್ಳಾರಿ| ವಿಜಯನಗರ: [203, 338, 888, 357]
- officers-shape: [964, 1890, 1500, 2046]
- ad-left-tagline: ಯಾವುದೇ ಬ್ರಾಂಚ್ ಇಲ್ಲ: [17, 203, 205, 219]
- tea-cup-icon: [1292, 29, 1345, 83]
- teacher-headline-2: ತಿದ್ದುಪಡಿಗೆ ಸತೀಶ್ ಮನವಿ: [1081, 2126, 1385, 2168]
- rotary-column-1: ನಗರದ ರೋಟರಿ ಕ್ಲಬ್ ವತಿಯಿಂದ ಸಾರ್ವಜನಿಕರ ಆರೋಗ್ಯ ಹಿತದೃಷ್ಟಿಯಿಂದ ಐದು ದಿನಗಳ ಉಚಿತ ಚಿಕಿತ್ಸಾ ಶಿಬಿರವನ್ನು ಆಯೋಜಿಸಲಾಗಿದ್ದು ಗುರುವಾರ ರೋಟರಿ ಕ್ಲಬ್ ನಲ್ಲಿ ಶಿಬಿರ ಉದ್ಘಾಟನೆಯು ನಡೆಯಿತು. ಕಾರ್ಯಕ್ರಮದ ಅಧ್ಯಕ್ಷತೆಯನ್ನು ರೋಟರಿ ಕ್ಲಬ್ ನ ಅಧ್ಯಕ್ಷರಾದ ದಾದಾಪೀರ್, ಕಾರ್ಯದರ್ಶಿ ಡಾ.ಕೆಂದಾರೇಶ್ವರ ಹಾಗೂ ಇತರರು ಚಾಲನೆ ನೀಡಿದರು. ರೋಟರಿ ಕ್ಲಬ್, ಹೊಸಪೇಟೆ ಮತ್ತು ಡಾ. ರಾಮ ಮನೋಹರ ಲೋಹಿಯಾ ರೋಟರಿ ಆರೋಗ್ಯ ಜೀವನ ಸಂಸ್ಥಾನ, ಹನುಮಾನ್‌ಗಡ (ರಾಜಸ್ಥಾನ) ಇವರ ಸಹಯೋಗದಲ್ಲಿ "UNITE for Good" ಘೋಷಣೆಯಡಿ ಉಚಿತ ಅಕ್ಯುಪ್ರೆಶರ್, ಸುಜೋಕ್ ಮ್ಯಾಗ್ನೆಟ್ ಹಾಗೂ ವೈಬ್ರೇಷನ್ ಥೆರಪಿ ಚಿಕಿತ್ಸಾ ಶಿಬಿರವು ಮಾರ್ಚ್ 26ರಿಂದ 30ರವರೆಗೆ ನಡೆಯಲಿದೆ. ಶಿಬಿರವು ಪ್ರತಿದಿನ ಬೆಳಿಗ್ಗೆ 8ರಿಂದ ಮಧ್ಯಾಹ್ನ 1ರವರೆಗೆ ಹಾಗೂ ಸಂಜೆ 3.30ರಿಂದ ರಾತ್ರಿ 7ರವರೆಗೆ ರೋಟರಿ ಕ್ಲಬ್ ಭವನದಲ್ಲಿ ನಡೆಯಲಿದೆ. ಅಕ್ಯುಪ್ರೆಶರ್ ಚಿಕಿತ್ಸೆ ಮೂಲಕ ದೇಹದ ಅತಿಭಾರ, ಸಂಧಿವಾತ, ಮೊಣಕಾಲು ನೋವು, ಮಧುಮೇಹ, ಪಿತ್ತಕೋಶ, ಹಾಸಿಗೆಯಲ್ಲಿ ಮೂತ್ರ: [295, 1931, 559, 2316]
- dam-title: ತುಂಗಭದ್ರಾ ಜಲಾಶಯ: [40, 1301, 186, 1325]
- cartoon-image: [16, 1735, 282, 2077]
- page-info: Page-ಪುಟ: 4, ಬೆಲೆ: 2.00/-: [11, 346, 158, 362]
- dam-row-label: ನೀರಿನ ಮಟ್ಟ: [19, 1472, 71, 1488]
- telegram-icon[interactable]: ➤: [351, 147, 386, 183]
- police-headline-2: ತಾಂತ್ರಿಕ ಮಾಹಿತಿ; ರಸ್ತೆ ಅಪಘಾತ ತಡೆಗೆ ಹೊಸ ಕ್ರಮ: [988, 1333, 1478, 1367]
- protest-column-2: ಪ್ರತ್ಯೇಕ ಪ್ಯಾಕೇಜ್ ಘೋಷಿಸಬೇಕು. ಶಾಶ್ವತ ಆಯೋಗ ನೇಮಕ ಹಾಗೂ ಮೀಸಲಾತಿ ಹೆಚ್ಚಳಕ್ಕೆ ಕಾನೂನು ರಕ್ಷಣಾ ಕ್ರಮ ಕೈಗೊಳ್ಳಬೇಕು ಒಳಮೀಸಲಾತಿ ಹೋರಾಟಗಾರರ ಮೇಲಿನ ಎಲ್ಲಾ ಪ್ರಕರಣಗಳನ್ನು ಹಿಂಪಡೆಯಬೇಕು. ಆದಿ ಜಾಂಬವ ಅಭಿವೃದ್ಧಿ ನಿಗಮ, ಚರ್ಮ ಕೈಗಾರಿಕಾ ಅಭಿವೃದ್ಧಿ ಮಂಡಳಿ (ಲಿಡ್ಕರ್), ಸಫಾಯಿ ಕರ್ಮಚಾರಿ ಅಭಿವೃದ್ಧಿ ನಿಗಮಗಳಿಗೆ ತಲಾ ಎರಡು ಸಾವಿರ ಕೋಟಿ ರೂ ಅನುದಾನ ನೀಡಬೇಕೆಂದು ಆಗ್ರಹಿಸಲಾಯಿತು. ಪ್ರತಿಭಟನೆಯಲ್ಲಿ ಎ.ಶಶಿರಿದ್ದ, ಟಿ.ಪಂಪಾಪತಿ, ಕೆ.ವೆಂಕಟೇಶ್ ಮೂರ್ತಿ, ಎ.ರಾಜೇಶ್, ಚೆಳ್ಳಕೆರೆ ರಾಮಣ್ಣ, ಆರ್ಯಾ ಚಲಂ, ಹೆಚ್.ಹನುಮಣ್ಣ, ವಿಶ್ವನಾಥ ಕರ್ಮ, ಪ್ರಸಾದ್, ಗಂಗಾಧರ ಮೊದಲಾದವರು ಇದ್ದರು.: [566, 1583, 954, 1751]
- ad-right-line: ಘಮಘಮಿಸುವ ಮಾರುತಿ ಚೆಪ್ಪೆ ಮತ್ತು: [1326, 119, 1456, 131]
- story1-column-3: ಮುಂದಿನ ದಿನಗಳಲ್ಲಿ ಪ್ರಕರಣಗಳ ಸಂಖ್ಯೆ ಕಡಿಮೆಗೊಳಿಸಲು ಅಧಿಕಾರಿಗಳು ಶ್ರಮಿಸಬೇಕು ಎಂದು ಹೇಳಿದರು. ಜಿಲ್ಲೆಯಲ್ಲಿ ದಾಖಲಾಗಿರುವ ದೌರ್ಜನ್ಯ ಪ್ರಕರಣಗಳನ್ನು ವಿಳಂಬ ಮಾಡದೆ ತನಿಖೆ ನಡೆಸಿ, ನಿಗದಿತ ಅವಧಿಯೊಳಗೆ ನ್ಯಾಯಾಲಯಕ್ಕೆ ದೋಷಾರೋಪಣ ಪಟ್ಟಿ ಸಲ್ಲಿಸಬೇಕು. ಸಂತ್ರಸ್ತರಿಗೆ ಸರ್ಕಾರದಿಂದ ಸಿಗಬೇಕಾದ ಪರಿಹಾರ ಧನವನ್ನು ಯಾವುದೇ ವಿಳಂಬವಿಲ್ಲದೆ ಪಾವತಿಸಬೇಕು. ಸಂಬಂಧಪಟ್ಟ ಇಲಾಖೆ ಅಧಿಕಾರಿಗಳಿಗೆ ಕಟ್ಟುನಿಟ್ಟಿನ ಸೂಚನೆ ನೀಡಿದರು. ಗ್ರಾಮೀಣ ಭಾಗಗಳಲ್ಲಿ ಇಂದಿಗೂ ಅಸ್ಪೃಶ್ಯತೆ ಆಚರಣೆ ಕಂಡು ಬರುತ್ತಿದ್ದು, ಈ ಬಗ್ಗೆ ಸಾಮಾಜಿಕ ಬಹಿಷ್ಕಾರದಂತಹ ಪಿಡುಗುಗಳನ್ನು ಸಂಪೂರ್ಣವಾಗಿ ನಿರ್ಮೂಲನೆ ಮಾಡಬೇಕು. ಇಂತಹ ಘಟನೆಗಳು ಕಂಡುಬಂದಲ್ಲಿ ತಕ್ಷಣವೇ ಸ್ವಯಂ ಪ್ರೇರಿತ ದೂರು ದಾಖಲಿಸಿ ಕಠಿಣ ಕಾನೂನು ಕ್ರಮ ಕೈಗೊಳ್ಳಬೇಕು. ಈ ನಿಟ್ಟಿನಲ್ಲಿ ಸ್ಥಳೀಯ ಆಡಳಿತ ಸಂಸ್ಥೆಗಳು ಎಚ್ಚರವಹಿಸಿ ಕಾರ್ಯನಿರ್ವಹಿಸಬೇಕು. ಸಭೆಯಲ್ಲಿ ಹಾಜರಿದ್ದ ಜಿಲ್ಲಾ ಪೊಲೀಸ್ ವರಿಷ್ಠಾಧಿಕಾರಿ ಜಾಹ್ನವಿ, ಸಮಾಜ ಕಲ್ಯಾಣ ಇಲಾಖೆಯ ಉಪ ನಿರ್ದೇಶಕರು ಹಾಗೂ ವಿವಿಧ ಇಲಾಖೆಗಳ ಅಧಿಕಾರಿಗಳು ಉಪಸ್ಥಿತರಿದ್ದರು.: [641, 779, 946, 1121]
- ad-left-line: ಬಗೆಯ ಕೇಕುಗಳು: [119, 62, 185, 76]
- ad-right-product: Supreme Tea: [1351, 25, 1472, 87]
- police-byline: ಹೊಸಪೇಟೆ ಟೈಮ್ಸ್ ನ್ಯೂಸ್: [1029, 1383, 1136, 1398]
- dam-row-label: ಗರಿಷ್ಠ ನೀರಿನಮಟ್ಟ: [19, 1489, 94, 1505]
- story1-headline-2: ರೂ.26.55.ಲಕ್ಷ ಪರಿಹಾರ : ಡಿಸಿ ಕವಿತಾ ಎಸ್ ಮನ್ನಿಕೇರಿ: [51, 461, 911, 514]
- dam-row-value: : 56.13 ಟಿಎಂಸಿ: [144, 1574, 230, 1590]
- story2-suspect-photo: [1184, 830, 1269, 939]
- ad-left-title: ಶ್ರೀರಾಘವೇಂದ್ರ ಬೇಕರಿ: [17, 17, 205, 39]
- jobs-byline: ಹೊಸಪೇಟೆ ಟೈಮ್ಸ್ ನ್ಯೂಸ್: [62, 2114, 169, 2129]
- email-info: Email :hospettimes@gmail.com: [1059, 341, 1320, 359]
- date-kannada: 27 ಮಾರ್ಚ್ 2027: [1334, 286, 1455, 304]
- facebook-label[interactable]: ಹೊಸಪೇಟೆ ಟೈಮ್ಸ್: [273, 149, 321, 183]
- story1-photo: [334, 545, 946, 770]
- story2-headline-1: ಭಯೋತ್ಪಾದಕರ ನಂಟು : ಬಳ್ಳಾರಿಯ ಯುವಕ: [996, 391, 1468, 429]
- teacher-byline: ಹೊಸಪೇಟೆ ಟೈಮ್ಸ್ ನ್ಯೂಸ್: [1029, 2182, 1136, 2197]
- police-column-1: ವಿಜಯನಗರ(ಹೊಸಪೇಟೆ): ಹೊಸಪೇಟೆಯಲ್ಲಿ ಬುಧವಾರ ರಸ್ತೆ ಸುರಕ್ಷತೆ ಬಲಪಡಿಸುವುದು ಹಾಗೂ ಅತಿವೇಗ ಚಾಲನೆಯನ್ನು ಪರಿಣಾಮಕಾರಿಯಾಗಿ ನಿಯಂತ್ರಿಸುವ ಉದ್ದೇಶದಿಂದ ವಿಜಯನಗರ ಜಿಲ್ಲಾ ಪೊಲೀಸ್ ಕಚೇರಿಯಲ್ಲಿ ಜಿಲ್ಲೆಯ ಎಲ್ಲಾ ಪೊಲೀಸ್ ಠಾಣೆಗಳ ಅಧಿಕಾರಿಗಳು ಹಾಗೂ ಸಿಬ್ಬಂದಿಗಳಿಗೆ ಸ್ಪೀಡ್ ರಾಡಾರ್ ಗನ್ ಬಳಕೆ ಕುರಿತು ವಿಶೇಷ ತರಬೇತಿ ಕಾರ್ಯಕ್ರಮವನ್ನು ಹಮ್ಮಿಕೊಳ್ಳಲಾಯಿತು. ತರಬೇತಿ ವೇಳೆ ಸ್ಪೀಡ್ ರಾಡಾರ್ ಗನ್ ನ ಕಾರ್ಯವಿಧಾನ, ವಾಹನಗಳ ವೇಗ ಮಾಪನ ವಿಧಾನ ಅತಿವೇಗದಲ್ಲಿ ಸಂಚರಿಸುವ ವಾಹನಗಳನ್ನು ಗುರುತಿಸುವ ಕ್ರಮ, ಕಾನೂನುಬದ್ಧ ದಾಖಲೆ ನಿರ್ವಹಣೆ ಹಾಗೂ ರಸ್ತೆ ಸುರಕ್ಷತಾ ನಿಯಮಗಳನ್ನು ಪರಿಣಾಮಕಾರಿಯಾಗಿ ಜಾರಿಗೊಳಿಸುವ ಬಗ್ಗೆ ಸವಿಸ್ತಾರ ಮಾಹಿತಿ ನೀಡಲಾಯಿತು.: [967, 1406, 1227, 1682]
- dam-row-label: ಇಂದಿನ ಸಾಮರ್ಥ್ಯ: [19, 1523, 95, 1539]
- dam-table: [16, 1471, 279, 1591]
- ad-right-shop: ಶ್ರೀ ಮಾರುತಿ ಕಾಫಿ ವರ್ಕ್ಸ್: [1288, 158, 1494, 184]
- section-rule: [11, 1277, 1500, 1280]
- dam-row: [16, 1574, 279, 1591]
- story1-headline-1: ದೌರ್ಜನ್ಯ ಪ್ರಕರಣಗಳಲ್ಲಿ ನೊಂದ 15 ಸಂತ್ರಸ್ತರಿಗೆ: [132, 391, 830, 444]
- dam-row-value: : 27.02 ಟಿಎಂಸಿ: [144, 1523, 230, 1539]
- oil-drum-icon: [109, 1968, 202, 2069]
- masthead-bottom-rule: [11, 376, 1500, 379]
